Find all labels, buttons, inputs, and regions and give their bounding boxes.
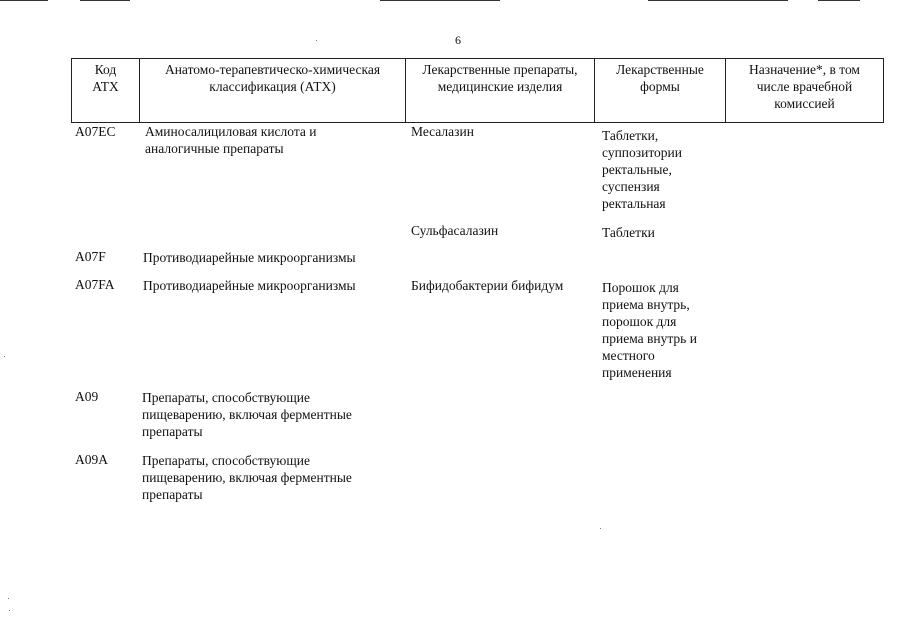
header-code-line: АТХ: [92, 79, 119, 94]
header-purpose-line: комиссией: [774, 96, 835, 111]
scan-edge-line: [0, 0, 48, 1]
header-forms-line: Лекарственные: [616, 62, 704, 77]
table-header: [71, 58, 884, 123]
row-classification: [143, 249, 356, 266]
row-code: А07FA: [75, 277, 115, 292]
header-purpose: [726, 59, 884, 123]
form-line: ректальная: [602, 196, 666, 211]
row-classification: [143, 277, 356, 294]
classification-line: пищеварению, включая ферментные: [142, 407, 352, 422]
form-line: Таблетки: [602, 225, 655, 240]
form-line: Таблетки,: [602, 128, 659, 143]
header-forms: [595, 59, 726, 123]
page-number: 6: [455, 33, 461, 47]
row-form: [602, 224, 655, 241]
scan-speck: [316, 40, 317, 41]
scan-edge-line: [80, 0, 130, 1]
row-classification: [145, 123, 317, 157]
form-line: применения: [602, 365, 672, 380]
header-classification: [140, 59, 406, 123]
classification-line: пищеварению, включая ферментные: [142, 470, 352, 485]
classification-line: аналогичные препараты: [145, 141, 284, 156]
header-purpose-line: Назначение*, в том: [749, 62, 860, 77]
header-classification-line: Анатомо-терапевтическо-химическая: [164, 62, 381, 77]
classification-line: Препараты, способствующие: [142, 453, 310, 468]
row-code: А09: [75, 389, 99, 404]
header-drugs: [406, 59, 595, 123]
header-drugs-line: медицинские изделия: [437, 79, 563, 94]
row-code: А07F: [75, 249, 106, 264]
header-code: [72, 59, 140, 123]
row-form: [602, 127, 682, 212]
form-line: приема внутрь и: [602, 331, 697, 346]
scan-speck: [9, 610, 10, 611]
form-line: ректальные,: [602, 162, 672, 177]
form-line: приема внутрь,: [602, 297, 690, 312]
classification-line: препараты: [142, 487, 203, 502]
form-line: порошок для: [602, 314, 677, 329]
header-purpose-line: числе врачебной: [756, 79, 853, 94]
scan-speck: [600, 528, 601, 529]
header-classification-line: классификация (АТХ): [209, 79, 336, 94]
scan-edge-line: [380, 0, 500, 1]
scan-edge-line: [818, 0, 860, 1]
scan-speck: [8, 598, 9, 599]
row-classification: [142, 389, 352, 440]
row-drug: Сульфасалазин: [411, 223, 499, 238]
header-forms-line: формы: [640, 79, 680, 94]
form-line: суспензия: [602, 179, 660, 194]
classification-line: Противодиарейные микроорганизмы: [143, 250, 356, 265]
form-line: Порошок для: [602, 280, 679, 295]
row-classification: [142, 452, 352, 503]
classification-line: Противодиарейные микроорганизмы: [143, 278, 356, 293]
scan-edge-line: [648, 0, 788, 1]
row-code: А07ЕС: [75, 124, 116, 139]
row-drug: Месалазин: [411, 124, 474, 139]
classification-line: Препараты, способствующие: [142, 390, 310, 405]
row-code: А09А: [75, 452, 108, 467]
scan-speck: [4, 356, 5, 357]
classification-line: препараты: [142, 424, 203, 439]
header-drugs-line: Лекарственные препараты,: [422, 62, 578, 77]
form-line: суппозитории: [602, 145, 682, 160]
row-form: [602, 279, 697, 381]
row-drug: Бифидобактерии бифидум: [411, 278, 564, 293]
classification-line: Аминосалициловая кислота и: [145, 124, 317, 139]
header-code-line: Код: [94, 62, 117, 77]
form-line: местного: [602, 348, 655, 363]
